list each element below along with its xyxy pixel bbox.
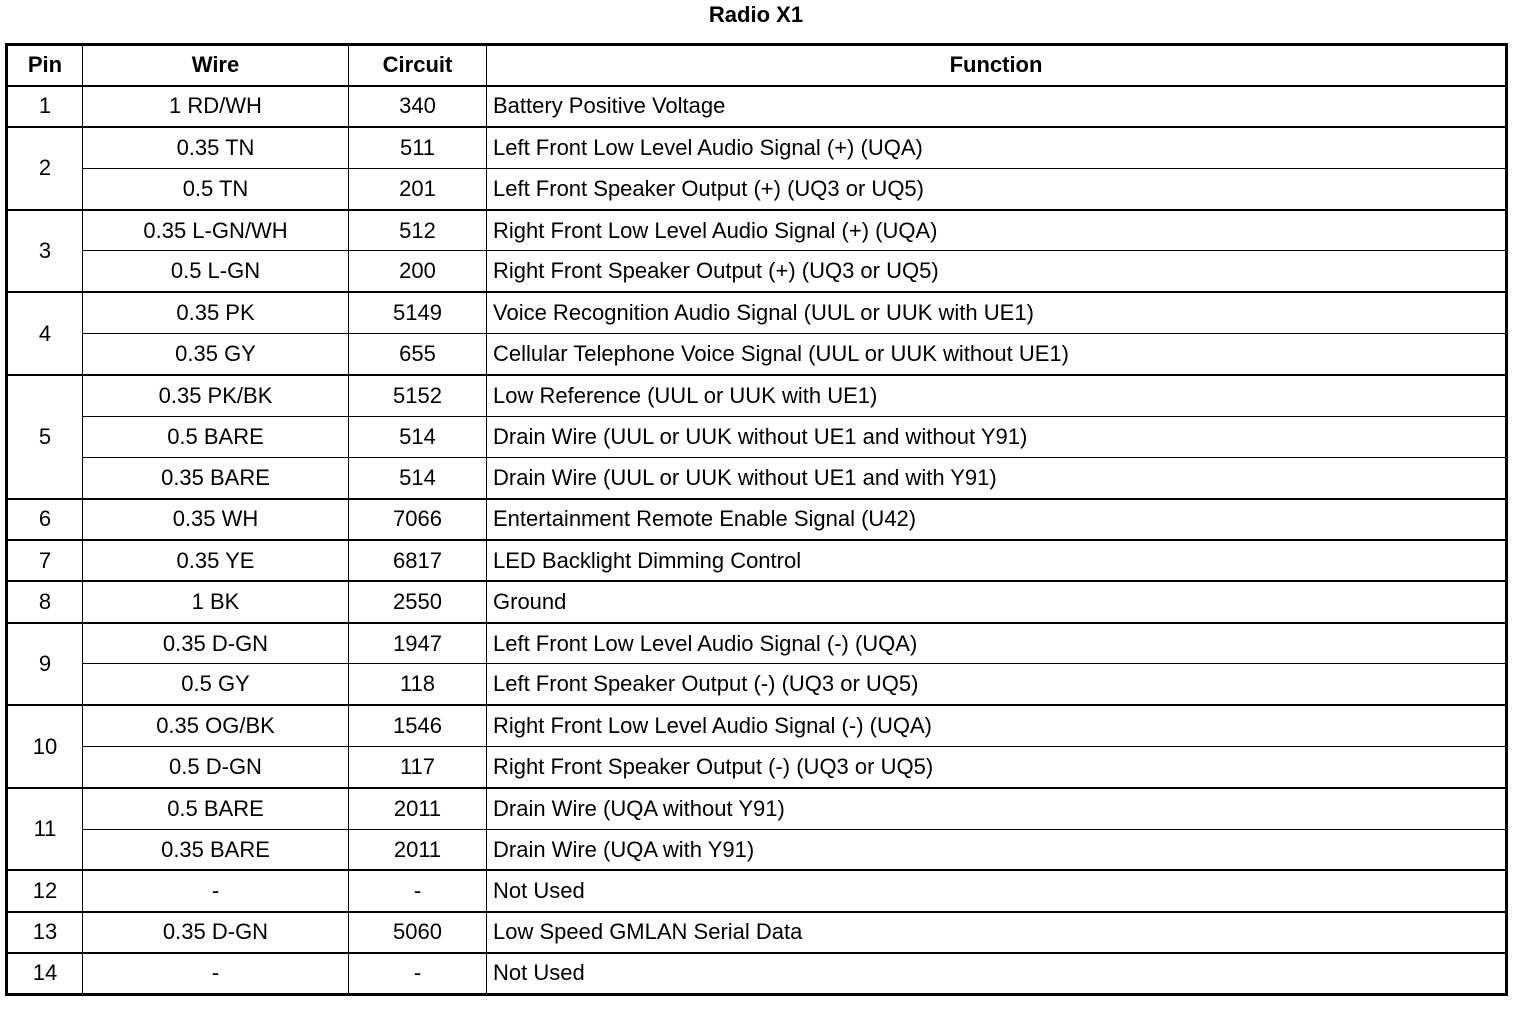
table-row <box>7 870 1507 911</box>
table-row <box>7 168 1507 209</box>
pin-cell: 8 <box>7 581 83 622</box>
circuit-cell: 5060 <box>349 912 487 953</box>
wire-cell: 1 BK <box>83 581 349 622</box>
wire-cell: 0.35 TN <box>83 127 349 168</box>
circuit-cell: 200 <box>349 251 487 292</box>
circuit-cell: 2011 <box>349 829 487 870</box>
pin-cell: 3 <box>7 210 83 293</box>
circuit-cell: 5152 <box>349 375 487 416</box>
function-cell: Drain Wire (UQA without Y91) <box>487 788 1507 829</box>
function-cell: Left Front Low Level Audio Signal (-) (UQA) <box>487 623 1507 664</box>
table-row <box>7 251 1507 292</box>
circuit-cell: 118 <box>349 664 487 705</box>
function-cell: Drain Wire (UUL or UUK without UE1 and without Y91) <box>487 416 1507 457</box>
function-cell: Right Front Speaker Output (+) (UQ3 or UQ5) <box>487 251 1507 292</box>
wire-cell: 0.35 D-GN <box>83 912 349 953</box>
table-row <box>7 127 1507 168</box>
circuit-cell: 514 <box>349 457 487 498</box>
wire-cell: 0.5 GY <box>83 664 349 705</box>
circuit-cell: 511 <box>349 127 487 168</box>
pin-cell: 12 <box>7 870 83 911</box>
circuit-cell: 117 <box>349 747 487 788</box>
function-cell: Not Used <box>487 953 1507 994</box>
function-column-header: Function <box>487 45 1507 86</box>
circuit-cell: 2011 <box>349 788 487 829</box>
table-row <box>7 499 1507 540</box>
function-cell: Entertainment Remote Enable Signal (U42) <box>487 499 1507 540</box>
wire-cell: 0.5 L-GN <box>83 251 349 292</box>
function-cell: Left Front Speaker Output (-) (UQ3 or UQ5) <box>487 664 1507 705</box>
circuit-cell: 1546 <box>349 705 487 746</box>
wire-cell: 0.35 BARE <box>83 829 349 870</box>
circuit-cell: - <box>349 870 487 911</box>
function-cell: Voice Recognition Audio Signal (UUL or UUK with UE1) <box>487 292 1507 333</box>
function-cell: Drain Wire (UQA with Y91) <box>487 829 1507 870</box>
pin-cell: 10 <box>7 705 83 788</box>
function-cell: Low Reference (UUL or UUK with UE1) <box>487 375 1507 416</box>
table-row <box>7 334 1507 375</box>
function-cell: Ground <box>487 581 1507 622</box>
circuit-cell: 5149 <box>349 292 487 333</box>
connector-pinout-table <box>5 43 1508 996</box>
pin-cell: 13 <box>7 912 83 953</box>
table-row <box>7 210 1507 251</box>
pin-cell: 5 <box>7 375 83 499</box>
table-row <box>7 912 1507 953</box>
table-row <box>7 375 1507 416</box>
table-row <box>7 416 1507 457</box>
table-row <box>7 788 1507 829</box>
pin-cell: 11 <box>7 788 83 871</box>
function-cell: Right Front Low Level Audio Signal (+) (UQA) <box>487 210 1507 251</box>
circuit-cell: 2550 <box>349 581 487 622</box>
table-row <box>7 292 1507 333</box>
function-cell: Cellular Telephone Voice Signal (UUL or UUK without UE1) <box>487 334 1507 375</box>
function-cell: Left Front Speaker Output (+) (UQ3 or UQ5) <box>487 168 1507 209</box>
wire-cell: 0.5 BARE <box>83 416 349 457</box>
header-row <box>7 45 1507 86</box>
circuit-cell: 340 <box>349 86 487 127</box>
function-cell: Low Speed GMLAN Serial Data <box>487 912 1507 953</box>
wire-cell: 0.35 BARE <box>83 457 349 498</box>
function-cell: Battery Positive Voltage <box>487 86 1507 127</box>
pin-cell: 9 <box>7 623 83 706</box>
circuit-column-header: Circuit <box>349 45 487 86</box>
function-cell: Right Front Low Level Audio Signal (-) (UQA) <box>487 705 1507 746</box>
pin-column-header: Pin <box>7 45 83 86</box>
table-header <box>7 45 1507 86</box>
circuit-cell: 514 <box>349 416 487 457</box>
circuit-cell: 655 <box>349 334 487 375</box>
pin-cell: 2 <box>7 127 83 210</box>
pin-cell: 7 <box>7 540 83 581</box>
circuit-cell: 201 <box>349 168 487 209</box>
circuit-cell: 1947 <box>349 623 487 664</box>
table-title: Radio X1 <box>708 2 804 27</box>
circuit-cell: - <box>349 953 487 994</box>
pin-cell: 1 <box>7 86 83 127</box>
wire-cell: 0.35 WH <box>83 499 349 540</box>
wire-cell: 0.35 GY <box>83 334 349 375</box>
function-cell: Not Used <box>487 870 1507 911</box>
wire-cell: 0.35 OG/BK <box>83 705 349 746</box>
wire-column-header: Wire <box>83 45 349 86</box>
wire-cell: 0.35 L-GN/WH <box>83 210 349 251</box>
table-row <box>7 664 1507 705</box>
table-body <box>7 86 1507 995</box>
table-row <box>7 953 1507 994</box>
wire-cell: - <box>83 953 349 994</box>
wire-cell: 0.5 TN <box>83 168 349 209</box>
table-row <box>7 623 1507 664</box>
wire-cell: 0.35 D-GN <box>83 623 349 664</box>
function-cell: Right Front Speaker Output (-) (UQ3 or UQ5) <box>487 747 1507 788</box>
pin-cell: 4 <box>7 292 83 375</box>
wire-cell: - <box>83 870 349 911</box>
function-cell: Left Front Low Level Audio Signal (+) (UQA) <box>487 127 1507 168</box>
table-row <box>7 747 1507 788</box>
function-cell: LED Backlight Dimming Control <box>487 540 1507 581</box>
wire-cell: 0.35 PK <box>83 292 349 333</box>
wire-cell: 1 RD/WH <box>83 86 349 127</box>
table-row <box>7 829 1507 870</box>
table-row <box>7 540 1507 581</box>
table-row <box>7 457 1507 498</box>
circuit-cell: 512 <box>349 210 487 251</box>
circuit-cell: 7066 <box>349 499 487 540</box>
pin-cell: 6 <box>7 499 83 540</box>
wire-cell: 0.35 YE <box>83 540 349 581</box>
table-row <box>7 86 1507 127</box>
table-row <box>7 581 1507 622</box>
pin-cell: 14 <box>7 953 83 994</box>
wire-cell: 0.35 PK/BK <box>83 375 349 416</box>
circuit-cell: 6817 <box>349 540 487 581</box>
function-cell: Drain Wire (UUL or UUK without UE1 and with Y91) <box>487 457 1507 498</box>
table-row <box>7 705 1507 746</box>
wire-cell: 0.5 D-GN <box>83 747 349 788</box>
wire-cell: 0.5 BARE <box>83 788 349 829</box>
